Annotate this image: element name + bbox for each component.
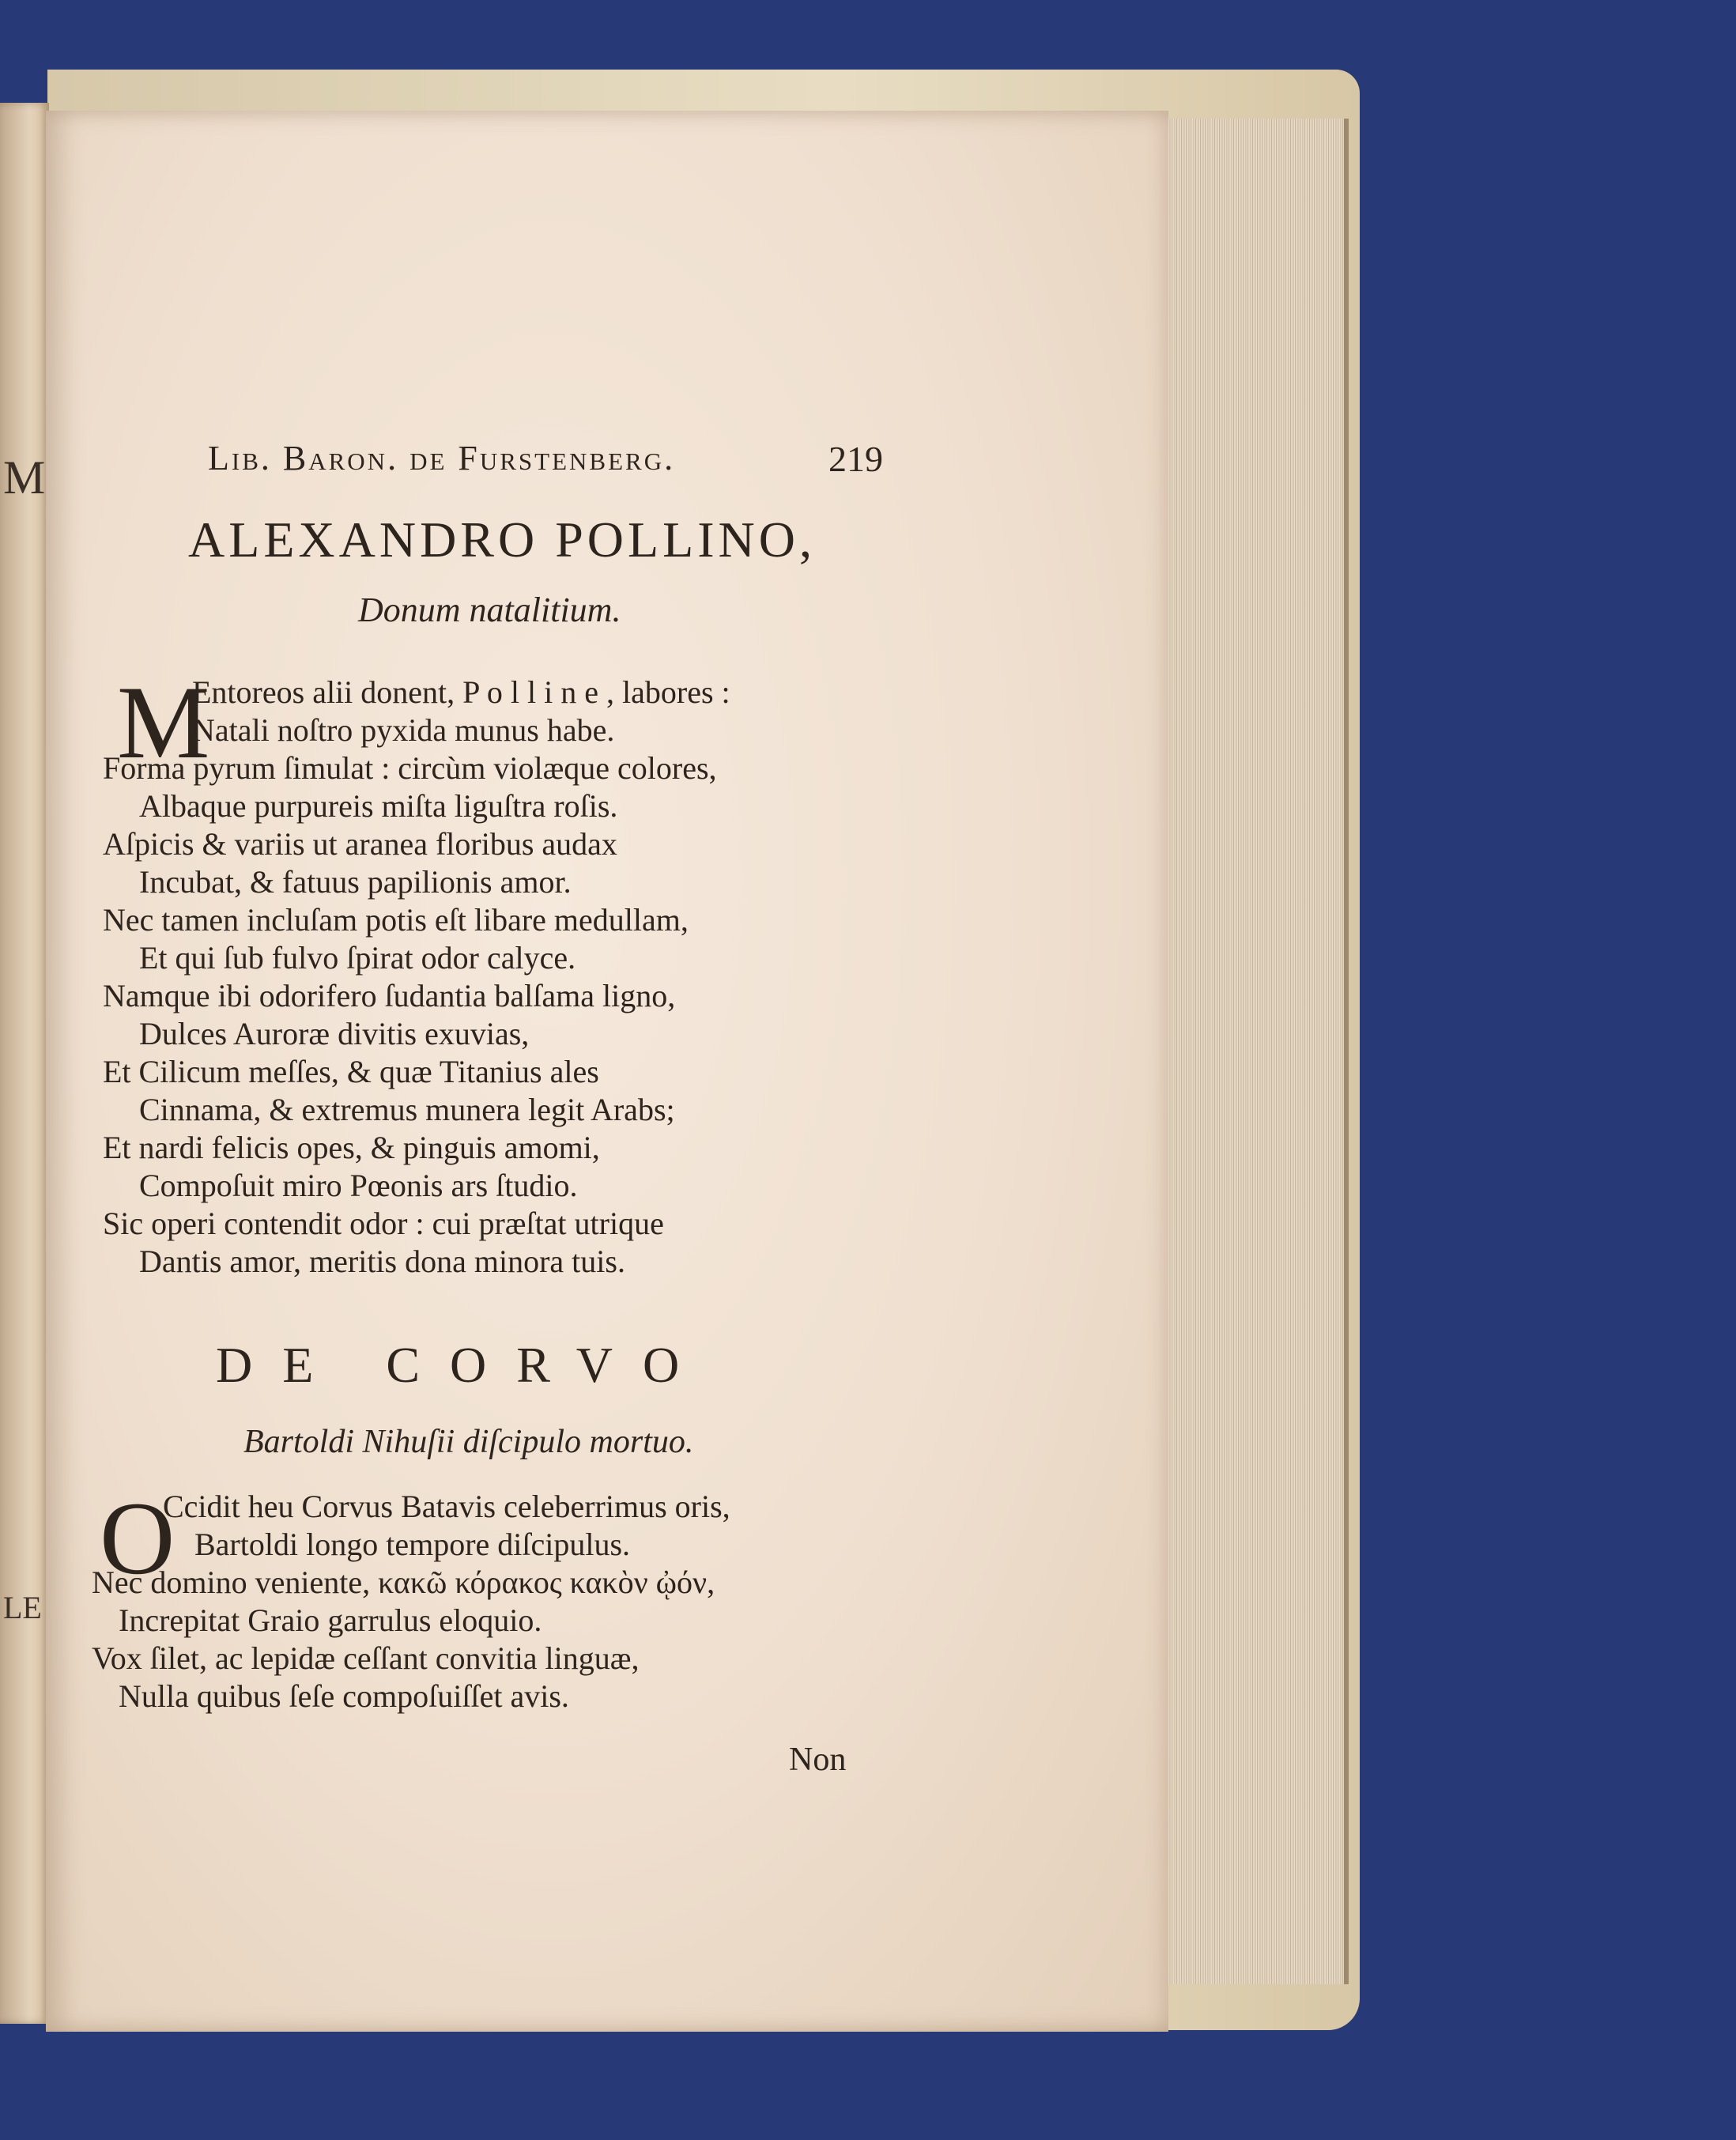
verse-line: Aſpicis & variis ut aranea floribus audax <box>103 826 617 862</box>
verse-line: Dantis amor, meritis dona minora tuis. <box>139 1244 625 1279</box>
facing-page-edge <box>0 103 49 2024</box>
running-head: Lib. Baron. de Furstenberg. <box>208 439 676 477</box>
page-number: 219 <box>828 439 883 479</box>
verse-line: Bartoldi longo tempore diſcipulus. <box>194 1527 631 1562</box>
poem-title: DE CORVO <box>216 1337 710 1393</box>
verse-line: Nec domino veniente, κακῶ κόρακος κακὸν ᾠόν, <box>92 1564 715 1600</box>
verse-line: Forma pyrum ſimulat : circùm violæque colores, <box>103 750 717 786</box>
page-edges <box>1138 119 1349 1984</box>
poem-title: ALEXANDRO POLLINO, <box>188 511 816 568</box>
verse-line: Dulces Auroræ divitis exuvias, <box>139 1016 530 1051</box>
verse-line: Sic operi contendit odor : cui præſtat utrique <box>103 1206 664 1241</box>
facing-page-fragment: M <box>3 451 46 504</box>
drop-cap: M <box>117 664 210 780</box>
verse-line: Natali noſtro pyxida munus habe. <box>192 712 615 748</box>
poem-subtitle: Bartoldi Nihuſii diſcipulo mortuo. <box>243 1424 694 1460</box>
drop-cap: O <box>100 1480 175 1596</box>
verse-line: Namque ibi odorifero ſudantia balſama ligno, <box>103 978 676 1013</box>
facing-page-fragment: LE <box>3 1590 42 1625</box>
book-page <box>46 111 1168 2032</box>
verse-line: Et Cilicum meſſes, & quæ Titanius ales <box>103 1054 599 1089</box>
verse-line: Et nardi felicis opes, & pinguis amomi, <box>103 1130 600 1165</box>
verse-line: Cinnama, & extremus munera legit Arabs; <box>139 1092 675 1127</box>
verse-line: Nulla quibus ſeſe compoſuiſſet avis. <box>119 1678 569 1714</box>
verse-line: Et qui ſub fulvo ſpirat odor calyce. <box>139 940 576 976</box>
verse-line: Incubat, & fatuus papilionis amor. <box>139 864 572 900</box>
poem-subtitle: Donum natalitium. <box>358 591 621 629</box>
verse-line: Vox ſilet, ac lepidæ ceſſant convitia linguæ, <box>92 1640 640 1676</box>
verse-line: Albaque purpureis miſta liguſtra roſis. <box>139 788 618 824</box>
verse-line: Increpitat Graio garrulus eloquio. <box>119 1602 542 1638</box>
verse-line: Ccidit heu Corvus Batavis celeberrimus oris, <box>163 1489 730 1524</box>
catchword: Non <box>789 1742 847 1778</box>
verse-line: Compoſuit miro Pœonis ars ſtudio. <box>139 1168 578 1203</box>
verse-line: Nec tamen incluſam potis eſt libare medullam, <box>103 902 689 938</box>
verse-line: Entoreos alii donent, P o l l i n e , labores : <box>192 674 730 710</box>
